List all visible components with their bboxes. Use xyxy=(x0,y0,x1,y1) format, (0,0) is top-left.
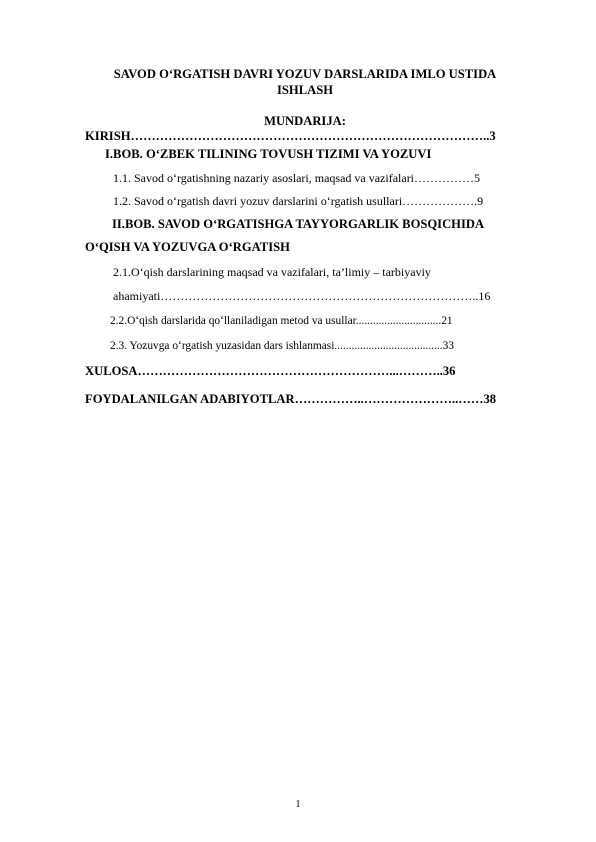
toc-chapter-2-line-1: II.BOB. SAVOD O‘RGATISHGA TAYYORGARLIK BOSQICHIDA xyxy=(112,217,485,231)
toc-entry-1-1: 1.1. Savod o‘rgatishning nazariy asoslari, maqsad va vazifalari……………5 xyxy=(113,171,481,185)
toc-entry-1-2: 1.2. Savod o‘rgatish davri yozuv darslarini o‘rgatish usullari……………….9 xyxy=(113,194,484,208)
page-number: 1 xyxy=(295,799,301,810)
toc-entry-2-1-line-2: ahamiyati……………………………………………………………………..16 xyxy=(113,289,491,303)
toc-chapter-1: I.BOB. O‘ZBEK TILINING TOVUSH TIZIMI VA YOZUVI xyxy=(105,147,432,161)
toc-entry-2-1-line-1: 2.1.O‘qish darslarining maqsad va vazifalari, ta’limiy – tarbiyaviy xyxy=(113,265,431,279)
toc-entry-2-2: 2.2.O‘qish darslarida qo‘llaniladigan metod va usullar..............................21 xyxy=(110,315,453,327)
toc-chapter-2-line-2: O‘QISH VA YOZUVGA O‘RGATISH xyxy=(85,240,290,254)
toc-heading: MUNDARIJA: xyxy=(264,114,346,128)
toc-entry-adabiyotlar: FOYDALANILGAN ADABIYOTLAR……………..…………………..……38 xyxy=(85,392,497,406)
document-title: SAVOD O‘RGATISH DAVRI YOZUV DARSLARIDA IMLO USTIDA ISHLASH xyxy=(113,67,497,97)
toc-entry-xulosa: XULOSA……………………………………………………...………..36 xyxy=(85,364,456,378)
toc-entry-2-3: 2.3. Yozuvga o‘rgatish yuzasidan dars ishlanmasi......................................33 xyxy=(110,340,455,352)
toc-entry-kirish: KIRISH…………………………………………………………………………..3 xyxy=(85,129,496,143)
